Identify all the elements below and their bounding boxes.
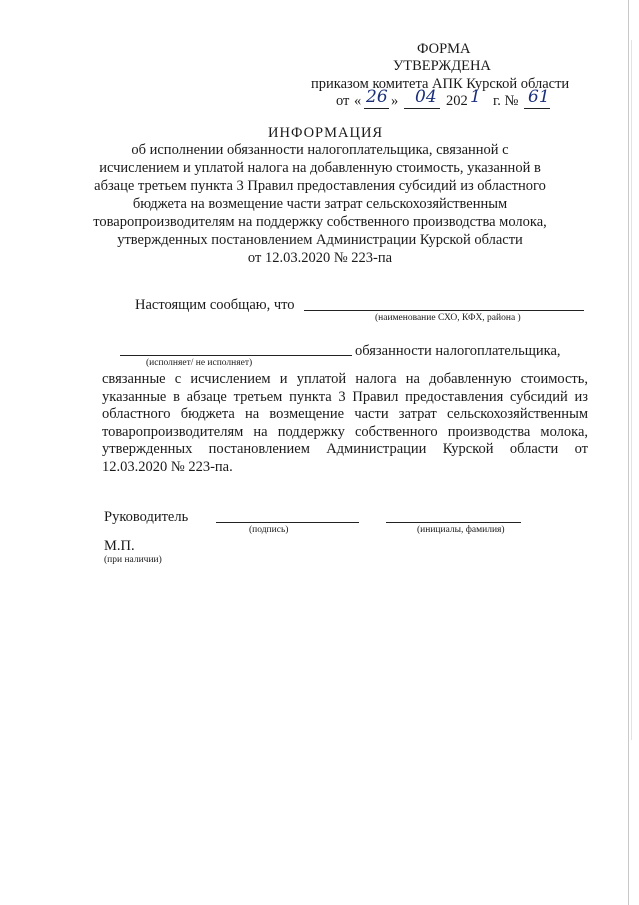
subtitle-line: от 12.03.2020 № 223-па	[247, 250, 393, 266]
fulfillment-hint: (исполняет/ не исполняет)	[146, 358, 253, 368]
subtitle-line: товаропроизводителям на поддержку собственного производства молока,	[93, 214, 547, 230]
organization-hint: (наименование СХО, КФХ, района )	[375, 313, 521, 323]
head-label: Руководитель	[104, 509, 189, 525]
subtitle-line: исчислением и уплатой налога на добавленную стоимость, указанной в	[99, 160, 541, 176]
subtitle-line: абзаце третьем пункта 3 Правил предоставления субсидий из областного	[94, 178, 546, 194]
order-month: 04	[415, 87, 437, 107]
order-day: 26	[366, 87, 388, 107]
quote-close: »	[391, 93, 399, 109]
report-label: Настоящим сообщаю, что	[135, 297, 295, 313]
body-last-line: 12.03.2020 № 223-па.	[102, 458, 233, 475]
signature-field[interactable]	[216, 522, 359, 523]
order-number: 61	[528, 87, 550, 107]
name-field[interactable]	[386, 522, 521, 523]
approved-label: УТВЕРЖДЕНА	[393, 58, 491, 74]
number-underline	[524, 108, 550, 109]
year-digit: 1	[470, 87, 481, 107]
body-line: связанные с исчислением и уплатой налога на добавленную стоимость,	[102, 371, 588, 387]
subtitle-line: об исполнении обязанности налогоплательщика, связанной с	[131, 142, 509, 158]
page-edge-shadow	[628, 0, 629, 905]
stamp-hint: (при наличии)	[104, 555, 162, 565]
subtitle-line: бюджета на возмещение части затрат сельскохозяйственным	[132, 196, 508, 212]
day-underline	[364, 108, 389, 109]
body-line: областного бюджета на возмещение части затрат сельскохозяйственным	[102, 406, 588, 422]
duties-label: обязанности налогоплательщика,	[355, 343, 561, 359]
body-line: утвержденных постановлением Администрации Курской области от	[102, 441, 588, 457]
document-subtitle	[60, 141, 580, 267]
body-paragraph	[102, 371, 588, 476]
body-line: товаропроизводителям на поддержку собственного производства молока,	[102, 423, 588, 440]
document-title: ИНФОРМАЦИЯ	[268, 125, 384, 141]
month-underline	[404, 108, 440, 109]
name-hint: (инициалы, фамилия)	[417, 525, 505, 535]
quote-open: «	[354, 93, 362, 109]
stamp-label: М.П.	[104, 538, 135, 554]
fulfillment-field[interactable]	[120, 355, 352, 356]
year-suffix: г. №	[493, 93, 519, 109]
body-line: указанные в абзаце третьем пункта 3 Правил предоставления субсидий из	[102, 388, 588, 405]
form-label: ФОРМА	[417, 41, 471, 57]
page-edge-shadow-inner	[631, 40, 632, 740]
subtitle-line: утвержденных постановлением Администрации Курской области	[117, 232, 523, 248]
order-line: приказом комитета АПК Курской области	[311, 76, 570, 92]
organization-field[interactable]	[304, 310, 584, 311]
signature-hint: (подпись)	[249, 525, 289, 535]
from-label: от	[336, 93, 350, 109]
year-prefix: 202	[446, 93, 468, 109]
